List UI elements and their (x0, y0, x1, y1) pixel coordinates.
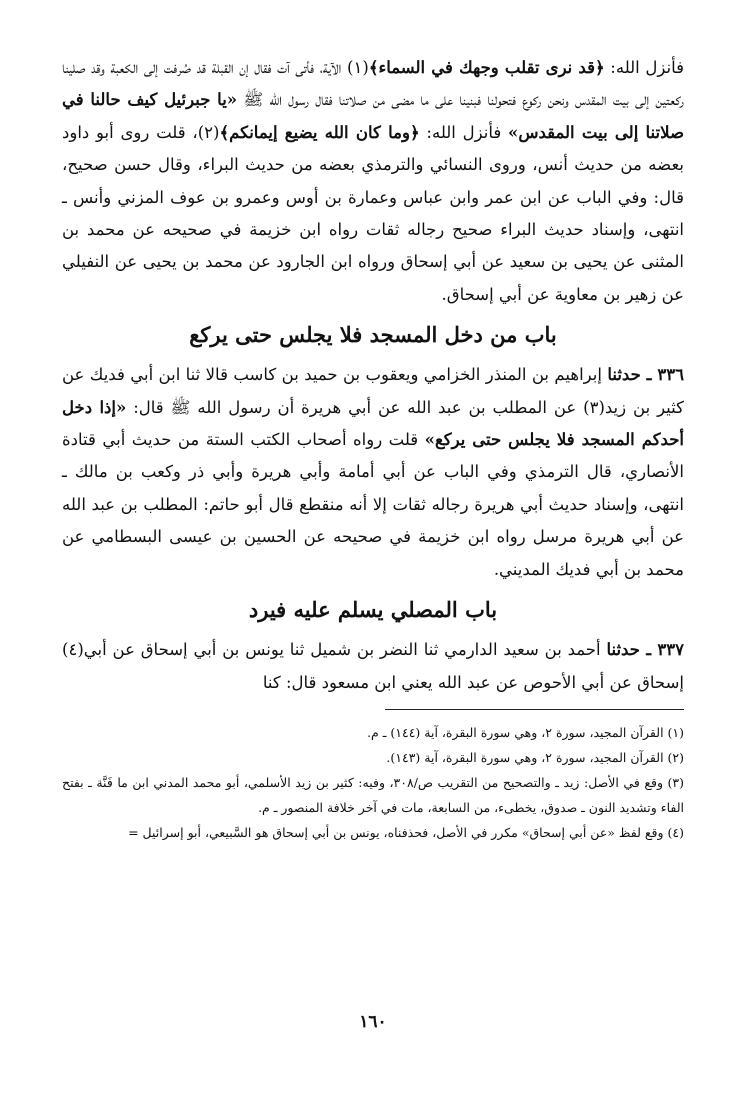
hadith-number: ٣٣٦ ـ حدثنا (607, 365, 684, 385)
paragraph-hadith-qibla (62, 52, 684, 311)
hadith-quote: «إذا دخل أحدكم المسجد فلا يجلس حتى يركع» (62, 397, 684, 450)
footnote-divider (385, 709, 684, 710)
paragraph-hadith-336 (62, 359, 684, 586)
hadith-quote: «يا جبرئيل كيف حالنا في صلاتنا إلى بيت المقدس» (62, 90, 684, 142)
text-run: إبراهيم بن المنذر الخزامي ويعقوب بن حميد بن كاسب قالا ثنا ابن أبي فديك عن كثير بن زيد(٣) عن المطلب بن عبد الله عن أبي هريرة أن رسول الله ﷺ قال: (62, 365, 685, 417)
paragraph-hadith-337 (62, 634, 684, 699)
hadith-number: ٣٣٧ ـ حدثنا (606, 640, 684, 660)
footnote: (٣) وقع في الأصل: زيد ـ والتصحيح من التقريب ص/٣٠٨، وفيه: كثير بن زيد الأسلمي، أبو محمد المدني ابن ما فَنَّة ـ بفتح الفاء وتشديد النون ـ صدوق، يخطىء، من السابعة، مات في آخر خلافة المنصور ـ م. (62, 774, 684, 815)
footnote: (٢) القرآن المجيد، سورة ٢، وهي سورة البقرة، آية (١٤٣). (386, 749, 684, 765)
chapter-heading: باب من دخل المسجد فلا يجلس حتى يركع (189, 322, 557, 348)
footnote: (١) القرآن المجيد، سورة ٢، وهي سورة البقرة، آية (١٤٤) ـ م. (367, 724, 684, 740)
text-run: أحمد بن سعيد الدارمي ثنا النضر بن شميل ثنا يونس بن أبي إسحاق عن أبي(٤) إسحاق عن أبي الأحوص عن عبد الله يعني ابن مسعود قال: كنا (62, 640, 684, 692)
text-run: فأنزل الله: (419, 122, 509, 142)
text-run: (١) الآية، فأتى آت فقال إن القبلة قد صُرفت إلى الكعبة وقد صلينا ركعتين إلى بيت المقدس ونحن ركوع فتحولنا فبنينا على ما مضى من صلاتنا فقال رسول الله ﷺ (62, 58, 685, 110)
book-page (62, 52, 684, 1082)
quran-quote: ﴿قد نرى تقلب وجهك في السماء﴾ (368, 58, 605, 77)
footnote: (٤) وقع لفظ «عن أبي إسحاق» مكرر في الأصل، فحذفناه، يونس بن أبي إسحاق هو السَّبيعي، أبو إسرائيل = (128, 824, 684, 840)
page-number: ١٦٠ (359, 1012, 387, 1032)
text-run: (٢)، قلت روى أبو داود بعضه من حديث أنس، وروى النسائي والترمذي بعضه من حديث البراء، وقال حسن صحيح، قال: وفي الباب عن ابن عمر وابن عباس وعمارة بن أوس وعمرو بن عوف المزني وأنس ـ انتهى، وإسناد حديث البراء صحيح رجاله ثقات رواه ابن خزيمة في صحيحه عن محمد بن المثنى عن يحيى بن سعيد عن أبي إسحاق ورواه ابن الجارود عن محمد بن يحيى عن النفيلي عن زهير بن معاوية عن أبي إسحاق. (62, 122, 684, 304)
chapter-heading: باب المصلي يسلم عليه فيرد (248, 597, 498, 623)
text-run: فأنزل الله: (604, 58, 685, 77)
footnotes (62, 720, 684, 845)
text-run: قلت رواه أصحاب الكتب الستة من حديث أبي قتادة الأنصاري، قال الترمذي وفي الباب عن أبي أمامة وأبي هريرة وأبي ذر وكعب بن مالك ـ انتهى، وإسناد حديث أبي هريرة رجاله ثقات إلا أنه منقطع قال أبو حاتم: المطلب بن عبد الله عن أبي هريرة مرسل رواه ابن خزيمة في صحيحه عن الحسين بن عيسى البسطامي عن محمد بن أبي فديك المديني. (62, 430, 684, 579)
quran-quote: ﴿وما كان الله يضيع إيمانكم﴾ (219, 122, 420, 142)
